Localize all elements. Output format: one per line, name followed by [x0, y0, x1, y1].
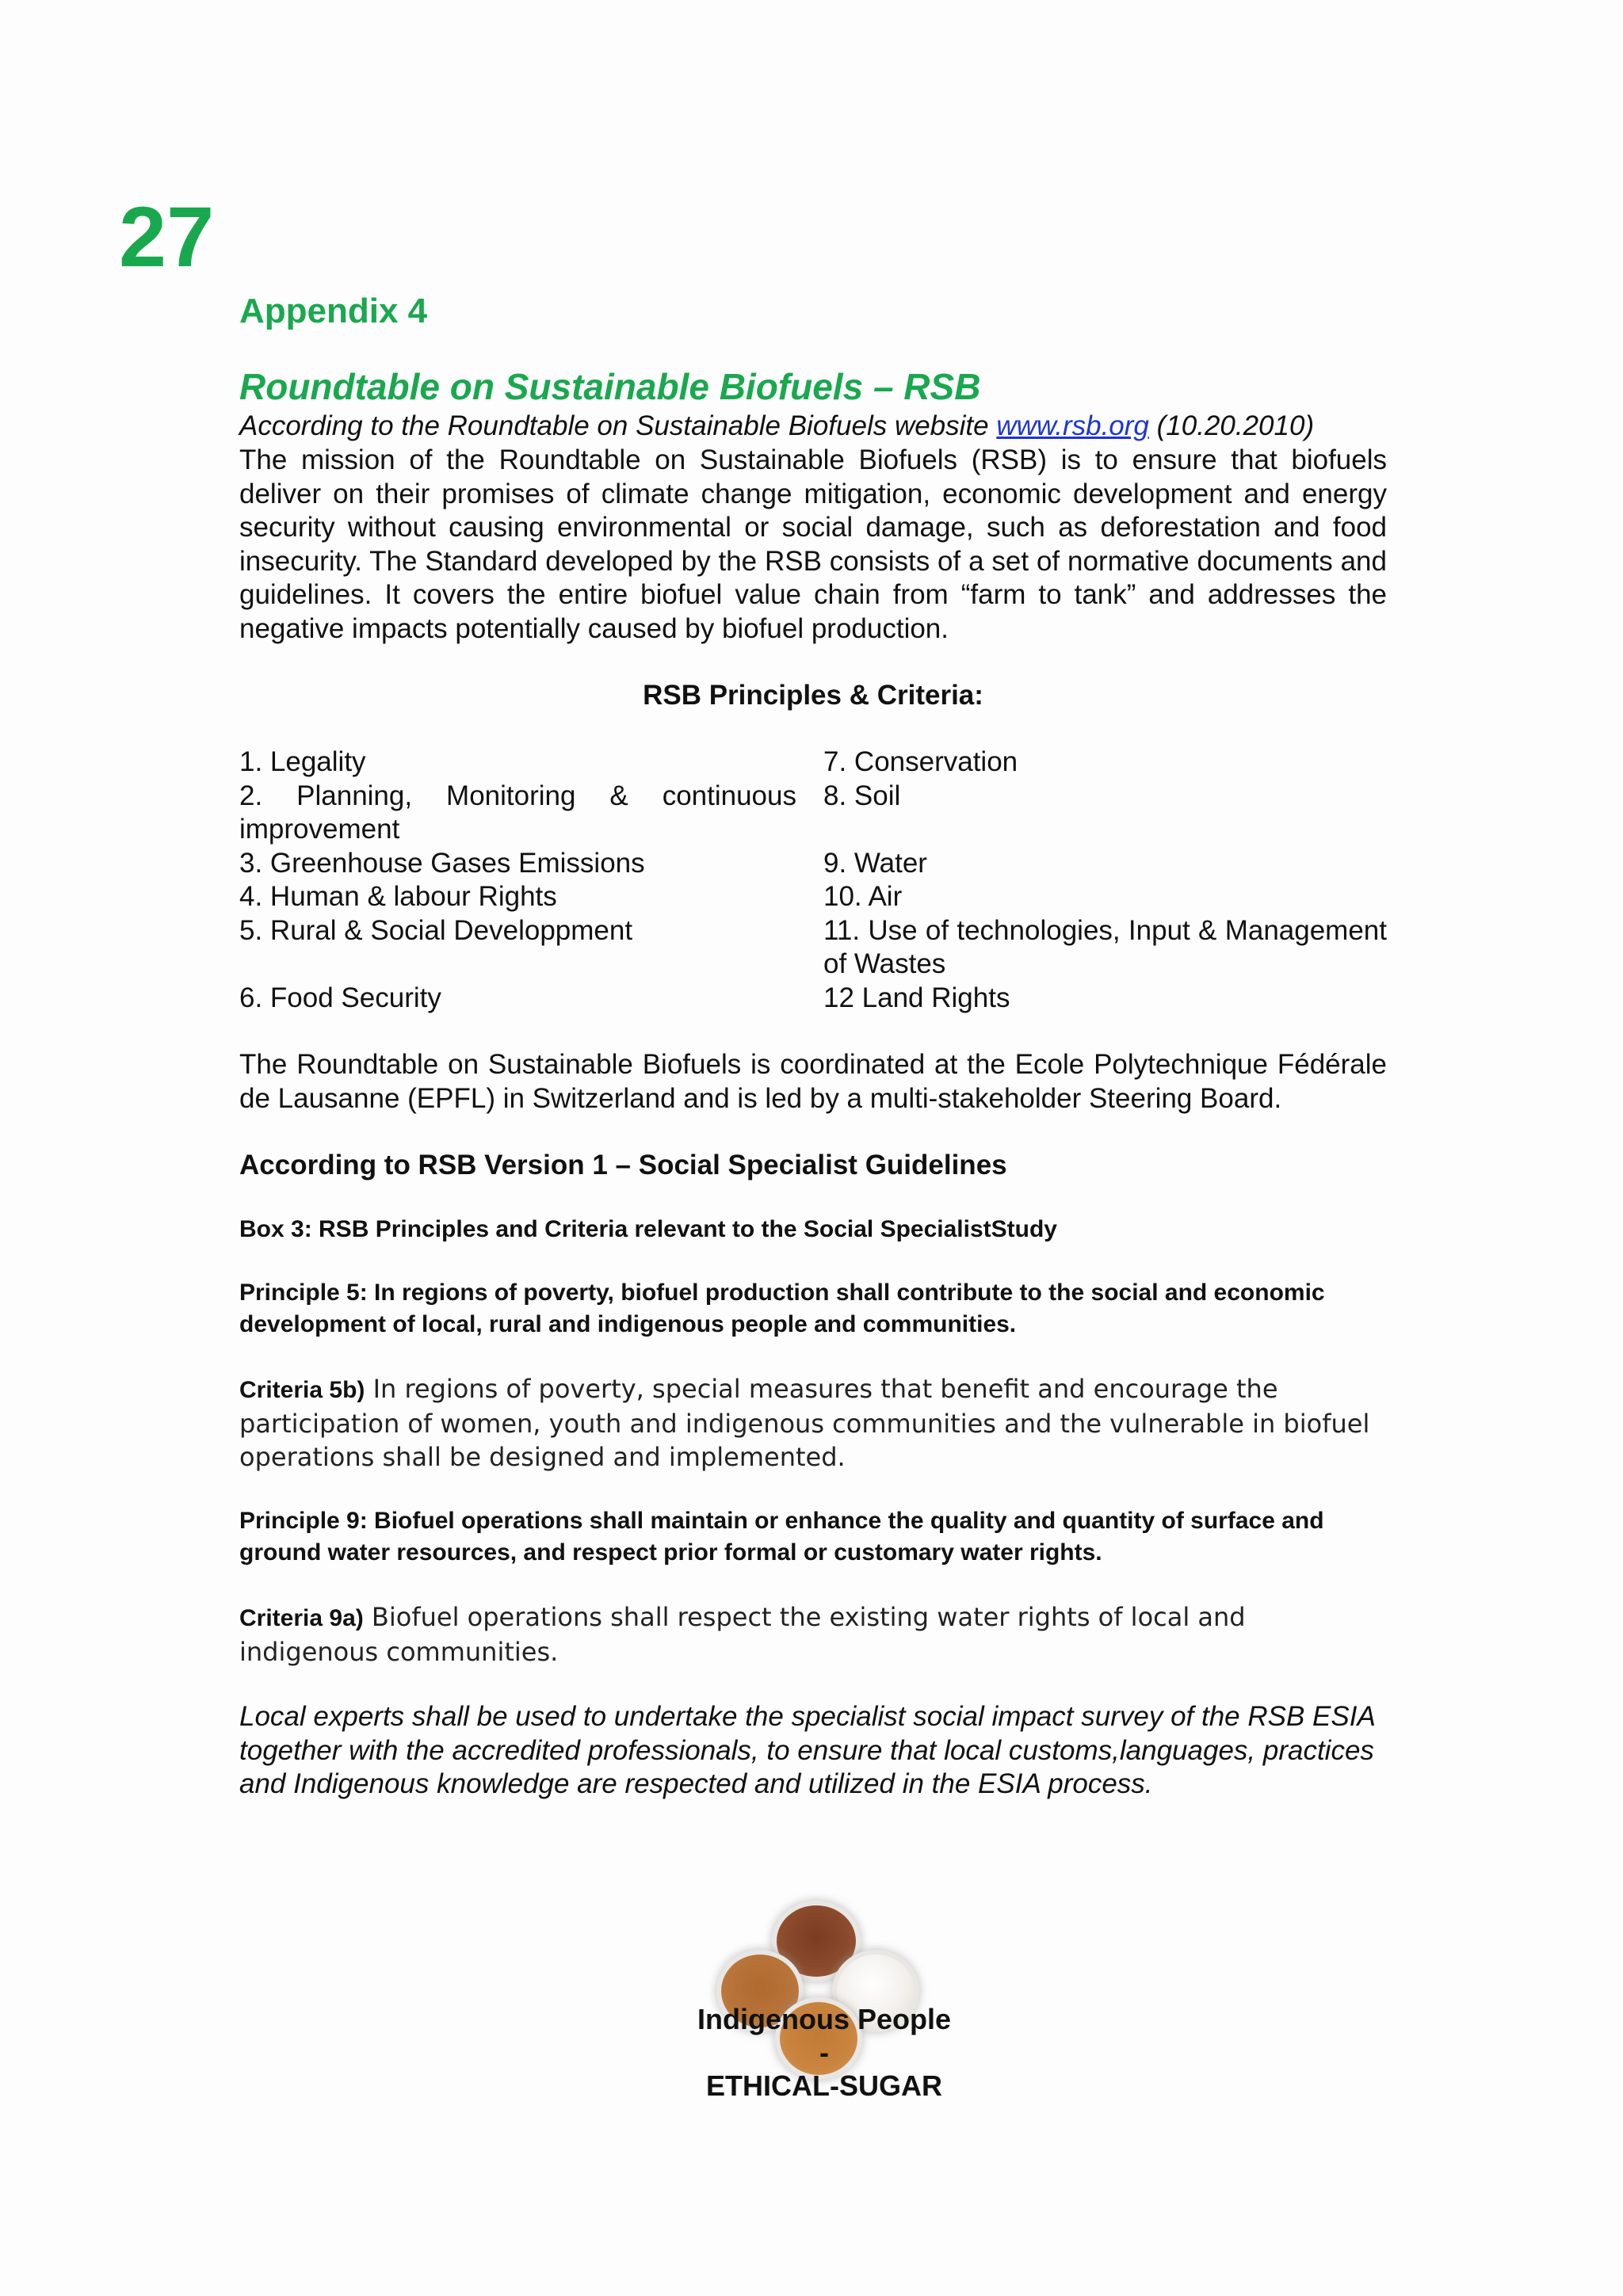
guidelines-heading: According to RSB Version 1 – Social Specialist Guidelines — [239, 1150, 1007, 1180]
coordination-paragraph: The Roundtable on Sustainable Biofuels is coordinated at the Ecole Polytechnique Fédérale de Lausanne (EPFL) in Switzerland and is led by a multi-stakeholder Steering Board. — [239, 1049, 1387, 1114]
principle-item: 3. Greenhouse Gases Emissions — [239, 847, 645, 879]
source-subtitle — [239, 409, 1387, 444]
document-body — [239, 287, 1387, 1802]
criteria-9a-label: Criteria 9a) — [239, 1605, 364, 1631]
box-heading: Box 3: RSB Principles and Criteria relevant to the Social SpecialistStudy — [239, 1216, 1057, 1242]
principle-item: 6. Food Security — [239, 982, 441, 1013]
criteria-9a — [239, 1600, 1387, 1669]
logo-line-1: Indigenous People — [697, 2003, 952, 2035]
principle-5: Principle 5: In regions of poverty, biofuel production shall contribute to the social and economic development of local, rural and indigenous people and communities. — [239, 1280, 1325, 1337]
closing-statement: Local experts shall be used to undertake the specialist social impact survey of the RSB ESIA together with the accredited professionals, to ensure that local customs,languages, practices and Indigenous knowledge are respected and utilized in the ESIA process. — [239, 1701, 1375, 1799]
principle-9: Principle 9: Biofuel operations shall maintain or enhance the quality and quantity of surface and ground water resources, and respect prior formal or customary water rights. — [239, 1508, 1324, 1566]
logo-line-2: - — [819, 2036, 829, 2069]
criteria-5b-label: Criteria 5b) — [239, 1377, 365, 1403]
principle-item: 5. Rural & Social Developpment — [239, 914, 633, 946]
appendix-title: Appendix 4 — [239, 292, 428, 330]
subtitle-prefix: According to the Roundtable on Sustainable Biofuels website — [239, 410, 997, 441]
principle-item: 4. Human & labour Rights — [239, 881, 557, 912]
criteria-9a-text: Biofuel operations shall respect the existing water rights of local and indigenous communities. — [239, 1602, 1246, 1667]
principle-item: 1. Legality — [239, 746, 366, 777]
subtitle-date: (10.20.2010) — [1148, 410, 1315, 441]
principles-heading: RSB Principles & Criteria: — [643, 680, 983, 711]
criteria-5b — [239, 1372, 1387, 1474]
logo-line-3: ETHICAL-SUGAR — [706, 2069, 942, 2102]
principle-item: 8. Soil — [823, 780, 901, 811]
principle-item: 12 Land Rights — [823, 982, 1010, 1013]
principle-item: 10. Air — [823, 881, 903, 912]
page-number: 27 — [119, 189, 215, 284]
section-title: Roundtable on Sustainable Biofuels – RSB — [239, 366, 981, 407]
principles-table — [239, 746, 1387, 1015]
principle-item: 2. Planning, Monitoring & continuous improvement — [239, 780, 796, 845]
criteria-5b-text: In regions of poverty, special measures that benefit and encourage the participation of women, youth and indigenous communities and the vulnerable in biofuel operations shall be designed and implemented. — [239, 1374, 1370, 1472]
principle-item: 11. Use of technologies, Input & Management of Wastes — [823, 914, 1387, 979]
logo-caption — [586, 2003, 1062, 2103]
principle-item: 9. Water — [823, 847, 927, 879]
mission-paragraph: The mission of the Roundtable on Sustainable Biofuels (RSB) is to ensure that biofuels deliver on their promises of climate change mitigation, economic development and energy security without causing environmental or social damage, such as deforestation and food insecurity. The Standard developed by the RSB consists of a set of normative documents and guidelines. It covers the entire biofuel value chain from “farm to tank” and addresses the negative impacts potentially caused by biofuel production. — [239, 444, 1387, 644]
principle-item: 7. Conservation — [823, 746, 1018, 777]
rsb-website-link[interactable]: www.rsb.org — [996, 410, 1149, 441]
